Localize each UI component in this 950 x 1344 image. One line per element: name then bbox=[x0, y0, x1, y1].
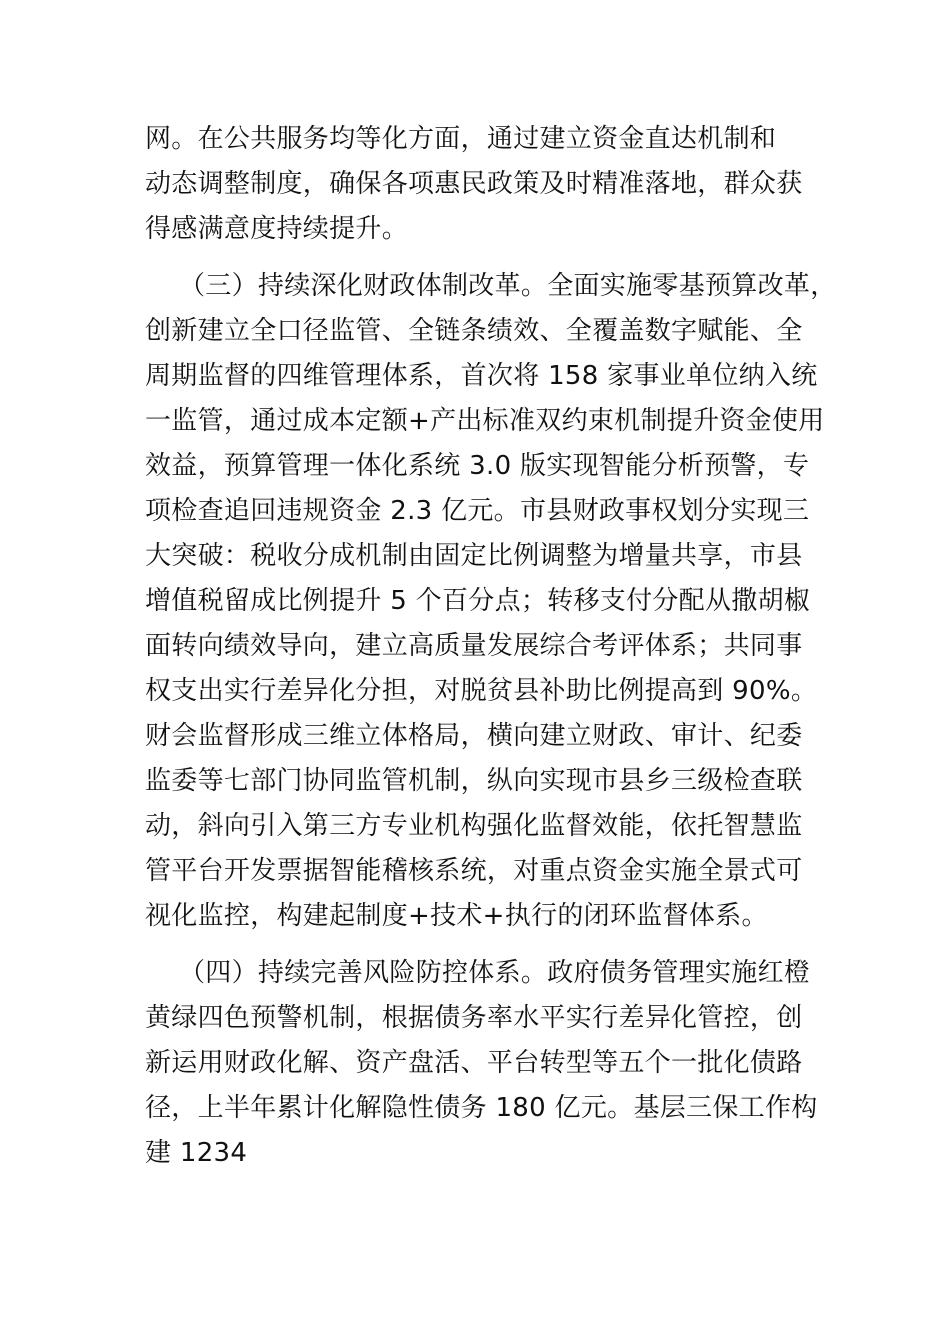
text-line: 视化监控，构建起制度+技术+执行的闭环监督体系。 bbox=[145, 901, 768, 931]
text-line: 动态调整制度，确保各项惠民政策及时精准落地，群众获 bbox=[145, 169, 803, 199]
text-line: 项检查追回违规资金 2.3 亿元。市县财政事权划分实现三 bbox=[145, 496, 810, 526]
paragraph-heading-3: （三）持续深化财政体制改革。全面实施零基预算改革， bbox=[179, 271, 837, 301]
text-line: 一监管，通过成本定额+产出标准双约束机制提升资金使用 bbox=[145, 406, 825, 436]
text-line: 网。在公共服务均等化方面，通过建立资金直达机制和 bbox=[145, 124, 777, 154]
text-line: 增值税留成比例提升 5 个百分点；转移支付分配从撒胡椒 bbox=[145, 586, 811, 616]
text-line: 管平台开发票据智能稽核系统，对重点资金实施全景式可 bbox=[145, 856, 803, 886]
text-line: 动，斜向引入第三方专业机构强化监督效能，依托智慧监 bbox=[145, 811, 803, 841]
text-line: 黄绿四色预警机制，根据债务率水平实行差异化管控，创 bbox=[145, 1003, 803, 1033]
text-line: 面转向绩效导向，建立高质量发展综合考评体系；共同事 bbox=[145, 631, 803, 661]
text-line: 财会监督形成三维立体格局，横向建立财政、审计、纪委 bbox=[145, 721, 803, 751]
text-line: 权支出实行差异化分担，对脱贫县补助比例提高到 90%。 bbox=[145, 676, 818, 706]
text-line: 得感满意度持续提升。 bbox=[145, 214, 409, 244]
text-line: 大突破：税收分成机制由固定比例调整为增量共享，市县 bbox=[145, 541, 803, 571]
text-line: 监委等七部门协同监管机制，纵向实现市县乡三级检查联 bbox=[145, 766, 803, 796]
paragraph-heading-4: （四）持续完善风险防控体系。政府债务管理实施红橙 bbox=[179, 958, 811, 988]
text-line: 新运用财政化解、资产盘活、平台转型等五个一批化债路 bbox=[145, 1048, 803, 1078]
text-line: 周期监督的四维管理体系，首次将 158 家事业单位纳入统 bbox=[145, 361, 818, 391]
text-line: 创新建立全口径监管、全链条绩效、全覆盖数字赋能、全 bbox=[145, 316, 803, 346]
text-line: 建 1234 bbox=[145, 1138, 248, 1168]
text-line: 径，上半年累计化解隐性债务 180 亿元。基层三保工作构 bbox=[145, 1093, 818, 1123]
text-line: 效益，预算管理一体化系统 3.0 版实现智能分析预警，专 bbox=[145, 451, 810, 481]
